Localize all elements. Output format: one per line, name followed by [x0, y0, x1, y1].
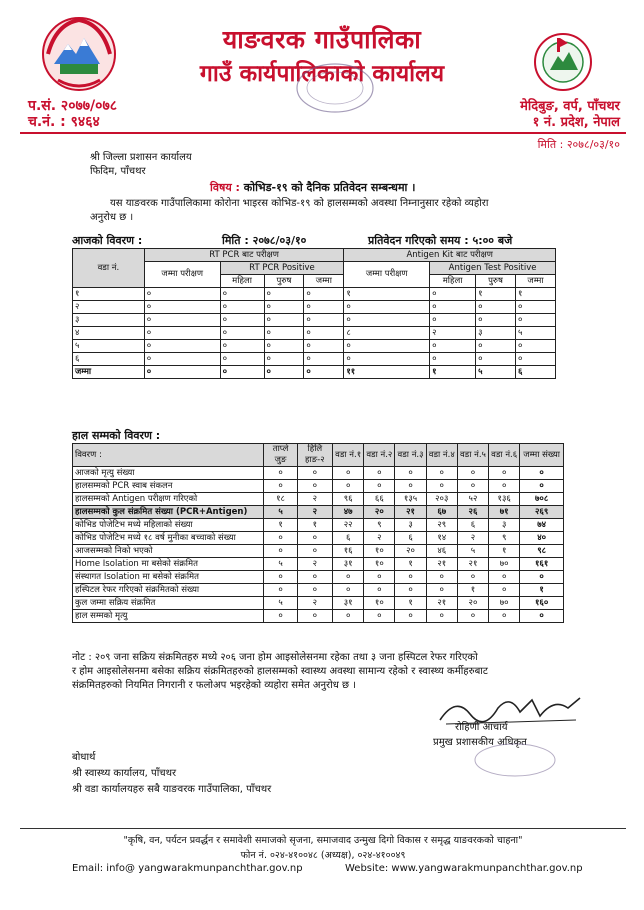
today-cell-rt_m: ० [264, 288, 304, 301]
cumulative-value-cell: १ [520, 584, 564, 597]
cumulative-value-cell: १६० [520, 597, 564, 610]
today-cell-rt_f: ० [220, 288, 264, 301]
today-cell-rt_m: ० [264, 314, 304, 327]
cumulative-value-cell: २९ [426, 519, 457, 532]
today-cell-ag_t: ० [516, 340, 556, 353]
today-cell-ag_total: ० [344, 301, 430, 314]
today-cell-rt_m: ० [264, 327, 304, 340]
today-cell-ag_t: ० [516, 353, 556, 366]
antigen-header: Antigen Kit बाट परीक्षण [344, 249, 556, 262]
cumulative-value-cell: १० [364, 545, 395, 558]
cumulative-row [73, 597, 564, 610]
cumulative-value-cell: ५२ [457, 493, 488, 506]
today-cell-rt_total: ० [144, 288, 220, 301]
cumulative-value-cell: ० [333, 584, 364, 597]
cumulative-value-cell: ० [297, 545, 332, 558]
cumulative-value-cell: ९८ [520, 545, 564, 558]
subject-label: विषय : [210, 181, 240, 194]
cumulative-row [73, 506, 564, 519]
cc-line1: श्री स्वास्थ्य कार्यालय, पाँचथर [72, 768, 177, 779]
cumulative-value-cell: २ [297, 558, 332, 571]
cumulative-value-cell: २१ [395, 506, 426, 519]
ag-male-header: पुरुष [476, 275, 516, 288]
cumulative-value-cell: १४ [426, 532, 457, 545]
cumulative-value-cell: २० [364, 506, 395, 519]
today-total-ag_m: ५ [476, 366, 516, 379]
today-cell-ward: ३ [73, 314, 145, 327]
cumulative-value-cell: २०३ [426, 493, 457, 506]
cumulative-header-cell: वडा नं.४ [426, 444, 457, 467]
cumulative-value-cell: १६ [333, 545, 364, 558]
letter-date: मिति : २०७८/०३/१० [537, 138, 620, 151]
cumulative-value-cell: ० [457, 571, 488, 584]
cumulative-value-cell: ० [395, 584, 426, 597]
cumulative-value-cell: ७० [489, 558, 520, 571]
cumulative-value-cell: १ [264, 519, 297, 532]
today-row [73, 301, 556, 314]
cumulative-value-cell: ० [520, 480, 564, 493]
note-line3: संक्रमितहरुको नियमित निगरानी र फलोअप भइरहेको व्यहोरा समेत अनुरोध छ । [72, 680, 357, 691]
today-header-row2 [73, 262, 556, 275]
cumulative-value-cell: ३ [395, 519, 426, 532]
today-cell-rt_f: ० [220, 353, 264, 366]
cumulative-value-cell: १३५ [395, 493, 426, 506]
cumulative-label-cell: संस्थागत Isolation मा बसेको संक्रमित [73, 571, 264, 584]
cumulative-label-cell: आजको मृत्यु संख्या [73, 467, 264, 480]
header-divider [20, 132, 626, 134]
nepal-emblem-icon [38, 14, 120, 94]
cumulative-value-cell: २ [297, 597, 332, 610]
today-cell-ag_t: ० [516, 314, 556, 327]
today-total-ag_total: ११ [344, 366, 430, 379]
today-cell-ag_t: ० [516, 301, 556, 314]
cumulative-value-cell: ० [297, 610, 332, 623]
cumulative-value-cell: ० [297, 480, 332, 493]
cumulative-value-cell: ० [264, 545, 297, 558]
cumulative-table [72, 443, 564, 623]
cumulative-value-cell: ० [333, 467, 364, 480]
cumulative-value-cell: २० [395, 545, 426, 558]
today-cell-rt_t: ० [304, 353, 344, 366]
cumulative-row [73, 532, 564, 545]
today-cell-ag_total: ८ [344, 327, 430, 340]
cumulative-value-cell: २१ [426, 597, 457, 610]
office-title-line2: गाउँ कार्यपालिकाको कार्यालय [199, 61, 445, 87]
today-total-ag_t: ६ [516, 366, 556, 379]
cumulative-value-cell: ० [264, 610, 297, 623]
cumulative-value-cell: ० [264, 571, 297, 584]
cumulative-value-cell: १० [364, 558, 395, 571]
subject [210, 180, 415, 195]
rt-female-header: महिला [220, 275, 264, 288]
recipient-line2: फिदिम, पाँचथर [90, 166, 146, 177]
footer-slogan: "कृषि, वन, पर्यटन प्रवर्द्धन र समावेशी समाजको सृजना, समाजवाद उन्मुख दिगो विकास र समृद्ध याङवरकको चाहना" [123, 835, 523, 846]
note-line2: र होम आइसोलेसनमा बसेका सक्रिय संक्रमितहरुको हालसम्मको स्वास्थ्य अवस्था सामान्य रहेको र स्वास्थ्य कर्मीहरुबाट [72, 666, 488, 677]
cumulative-label-cell: हस्पिटल रेफर गरिएको संक्रमितको संख्या [73, 584, 264, 597]
footer-website: Website: www.yangwarakmunpanchthar.gov.np [345, 863, 583, 874]
today-cell-ag_f: ० [430, 288, 476, 301]
today-cell-ag_total: १ [344, 288, 430, 301]
today-cell-ag_m: ३ [476, 327, 516, 340]
today-cell-rt_m: ० [264, 353, 304, 366]
cumulative-value-cell: ७०८ [520, 493, 564, 506]
cumulative-value-cell: ९ [489, 532, 520, 545]
cumulative-value-cell: ० [457, 467, 488, 480]
today-row [73, 288, 556, 301]
cumulative-value-cell: ० [264, 467, 297, 480]
cumulative-header-cell: वडा नं.५ [457, 444, 488, 467]
today-cell-ag_f: ० [430, 314, 476, 327]
today-cell-rt_m: ० [264, 301, 304, 314]
cumulative-value-cell: १ [395, 558, 426, 571]
cumulative-value-cell: ० [520, 571, 564, 584]
cumulative-value-cell: ० [297, 467, 332, 480]
cumulative-value-cell: ० [364, 571, 395, 584]
cumulative-header-cell: वडा नं.६ [489, 444, 520, 467]
rt-total-test-header: जम्मा परीक्षण [144, 262, 220, 288]
cumulative-value-cell: ० [457, 480, 488, 493]
cumulative-value-cell: ० [333, 571, 364, 584]
note-line1: नोट : २०९ जना सक्रिय संक्रमितहरु मध्ये २०६ जना होम आइसोलेसनमा रहेका तथा ३ जना हस्पिटल रेफर गरिएको [72, 652, 478, 663]
today-cell-ag_m: ० [476, 314, 516, 327]
cumulative-value-cell: ९६ [333, 493, 364, 506]
today-cell-rt_total: ० [144, 314, 220, 327]
cumulative-header-cell: विवरण : [73, 444, 264, 467]
ag-total-test-header: जम्मा परीक्षण [344, 262, 430, 288]
cumulative-value-cell: ० [395, 610, 426, 623]
cumulative-label-cell: आजसम्मको निको भएको [73, 545, 264, 558]
rtpcr-header: RT PCR बाट परीक्षण [144, 249, 344, 262]
cumulative-label-cell: कोभिड पोजेटिभ मध्ये महिलाको संख्या [73, 519, 264, 532]
cumulative-value-cell: ५ [264, 597, 297, 610]
today-cell-ag_f: ० [430, 353, 476, 366]
ag-sum-header: जम्मा [516, 275, 556, 288]
cumulative-row [73, 558, 564, 571]
cumulative-value-cell: ० [520, 610, 564, 623]
cumulative-header-cell: वडा नं.२ [364, 444, 395, 467]
today-cell-ward: ५ [73, 340, 145, 353]
today-cell-rt_t: ० [304, 314, 344, 327]
cumulative-row [73, 467, 564, 480]
report-time: प्रतिवेदन गरिएको समय : ५:०० बजे [368, 234, 513, 247]
cc-label: बोधार्थ [72, 752, 96, 763]
cumulative-value-cell: ५ [457, 545, 488, 558]
cumulative-header-cell: हिलि हाङ-२ [297, 444, 332, 467]
cumulative-value-cell: १ [297, 519, 332, 532]
today-cell-rt_t: ० [304, 327, 344, 340]
cc-line2: श्री वडा कार्यालयहरु सबै याङवरक गाउँपालिका, पाँचथर [72, 784, 272, 795]
today-cell-rt_total: ० [144, 327, 220, 340]
cumulative-value-cell: ० [297, 571, 332, 584]
cumulative-value-cell: ६ [333, 532, 364, 545]
signatory-name: रोहिणी आचार्य [455, 722, 508, 733]
today-cell-rt_f: ० [220, 327, 264, 340]
today-cell-ward: ६ [73, 353, 145, 366]
signatory-title: प्रमुख प्रशासकीय अधिकृत [433, 737, 527, 748]
office-title-line1: याङवरक गाउँपालिका [222, 25, 422, 54]
today-cell-rt_f: ० [220, 301, 264, 314]
cumulative-value-cell: २१ [426, 558, 457, 571]
cumulative-value-cell: ५ [264, 506, 297, 519]
cumulative-header-row [73, 444, 564, 467]
today-cell-rt_total: ० [144, 353, 220, 366]
today-row [73, 340, 556, 353]
cumulative-value-cell: १० [364, 597, 395, 610]
cumulative-value-cell: १ [395, 597, 426, 610]
cumulative-value-cell: ४० [520, 532, 564, 545]
cumulative-value-cell: ६ [457, 519, 488, 532]
ag-positive-header: Antigen Test Positive [430, 262, 556, 275]
today-cell-ag_total: ० [344, 314, 430, 327]
intro-line1: यस याङवरक गाउँपालिकामा कोरोना भाइरस कोभिड-१९ को हालसम्मको अवस्था निम्नानुसार रहेको व्यहोरा [110, 198, 489, 209]
cumulative-value-cell: ० [264, 532, 297, 545]
cumulative-value-cell: ० [333, 610, 364, 623]
cumulative-value-cell: २ [297, 506, 332, 519]
today-cell-ag_m: ० [476, 340, 516, 353]
cumulative-value-cell: ० [395, 467, 426, 480]
ward-header: वडा नं. [73, 249, 145, 288]
today-total-rt_m: ० [264, 366, 304, 379]
cumulative-value-cell: ० [426, 584, 457, 597]
cumulative-value-cell: ० [489, 610, 520, 623]
cumulative-value-cell: ० [364, 584, 395, 597]
cumulative-value-cell: ० [489, 467, 520, 480]
today-cell-rt_f: ० [220, 314, 264, 327]
today-cell-rt_total: ० [144, 301, 220, 314]
cumulative-value-cell: ४६ [426, 545, 457, 558]
today-cell-rt_t: ० [304, 340, 344, 353]
cumulative-value-cell: ७० [489, 597, 520, 610]
cumulative-value-cell: २२ [333, 519, 364, 532]
cumulative-value-cell: ३१ [333, 558, 364, 571]
cumulative-value-cell: ० [297, 532, 332, 545]
cumulative-value-cell: ० [520, 467, 564, 480]
cumulative-value-cell: ० [426, 571, 457, 584]
today-cell-ag_m: ० [476, 353, 516, 366]
cumulative-value-cell: ६६ [364, 493, 395, 506]
cumulative-label-cell: कुल जम्मा सक्रिय संक्रमित [73, 597, 264, 610]
cumulative-row [73, 584, 564, 597]
cumulative-value-cell: २१ [457, 558, 488, 571]
today-date: मिति : २०७८/०३/१० [222, 234, 307, 247]
today-total-ward: जम्मा [73, 366, 145, 379]
cumulative-header-cell: वडा नं.३ [395, 444, 426, 467]
dispatch-number: च.नं. : ९४६४ [28, 114, 100, 130]
cumulative-value-cell: ० [426, 480, 457, 493]
cumulative-value-cell: १ [457, 584, 488, 597]
cumulative-value-cell: ० [489, 571, 520, 584]
today-cell-ag_m: ० [476, 301, 516, 314]
cumulative-value-cell: ० [264, 584, 297, 597]
cumulative-value-cell: १६१ [520, 558, 564, 571]
intro-line2: अनुरोध छ । [90, 212, 134, 223]
rt-positive-header: RT PCR Positive [220, 262, 344, 275]
today-cell-ag_f: २ [430, 327, 476, 340]
recipient-line1: श्री जिल्ला प्रशासन कार्यालय [90, 152, 192, 163]
today-cell-ward: ४ [73, 327, 145, 340]
cumulative-value-cell: ० [395, 480, 426, 493]
today-total-rt_f: ० [220, 366, 264, 379]
subject-text: कोभिड-१९ को दैनिक प्रतिवेदन सम्बन्धमा । [243, 181, 416, 194]
cumulative-value-cell: ३ [489, 519, 520, 532]
cumulative-label-cell: हालसम्मको कुल संक्रमित संख्या (PCR+Antigen) [73, 506, 264, 519]
cumulative-value-cell: ६७ [426, 506, 457, 519]
today-total-rt_t: ० [304, 366, 344, 379]
cumulative-row [73, 545, 564, 558]
cumulative-label-cell: कोभिड पोजेटिभ मध्ये १८ वर्ष मुनीका बच्चाको संख्या [73, 532, 264, 545]
today-cell-ag_m: १ [476, 288, 516, 301]
today-cell-rt_total: ० [144, 340, 220, 353]
cumulative-value-cell: १३६ [489, 493, 520, 506]
cumulative-value-cell: ० [264, 480, 297, 493]
cumulative-row [73, 493, 564, 506]
today-row [73, 327, 556, 340]
today-total-rt_total: ० [144, 366, 220, 379]
today-cell-ag_f: ० [430, 340, 476, 353]
reference-number: प.सं. २०७७/०७८ [28, 98, 117, 114]
cumulative-value-cell: २ [457, 532, 488, 545]
today-cell-ag_t: १ [516, 288, 556, 301]
cumulative-value-cell: ० [489, 584, 520, 597]
today-cell-rt_f: ० [220, 340, 264, 353]
cumulative-value-cell: ९ [364, 519, 395, 532]
cumulative-value-cell: ७१ [489, 506, 520, 519]
cumulative-value-cell: ० [297, 584, 332, 597]
cumulative-value-cell: १ [489, 545, 520, 558]
municipality-logo-icon [522, 30, 604, 94]
today-cell-ag_total: ० [344, 340, 430, 353]
today-cell-rt_t: ० [304, 301, 344, 314]
cumulative-value-cell: ० [426, 467, 457, 480]
cumulative-value-cell: ५ [264, 558, 297, 571]
footer-divider [20, 828, 626, 829]
today-table [72, 248, 556, 379]
cumulative-value-cell: २ [297, 493, 332, 506]
address-line2: १ नं. प्रदेश, नेपाल [532, 115, 620, 130]
cumulative-heading: हाल सम्मको विवरण : [72, 429, 161, 442]
cumulative-value-cell: ० [489, 480, 520, 493]
cumulative-value-cell: ० [364, 610, 395, 623]
today-row [73, 353, 556, 366]
ag-female-header: महिला [430, 275, 476, 288]
cumulative-value-cell: ६ [395, 532, 426, 545]
office-stamp-icon [290, 60, 380, 116]
cumulative-value-cell: ० [333, 480, 364, 493]
cumulative-value-cell: ० [426, 610, 457, 623]
cumulative-value-cell: २० [457, 597, 488, 610]
rt-sum-header: जम्मा [304, 275, 344, 288]
footer-phone: फोन नं. ०२४-४१००४८ (अध्यक्ष), ०२४-४१००४९ [240, 850, 406, 861]
address-line1: मेदिबुङ, वर्प, पाँचथर [520, 99, 620, 114]
today-total-ag_f: १ [430, 366, 476, 379]
cumulative-value-cell: २६९ [520, 506, 564, 519]
cumulative-label-cell: हालसम्मको Antigen परीक्षण गरिएको [73, 493, 264, 506]
cumulative-value-cell: ० [364, 467, 395, 480]
cumulative-row [73, 480, 564, 493]
today-cell-rt_m: ० [264, 340, 304, 353]
cumulative-label-cell: हालसम्मको PCR स्वाब संकलन [73, 480, 264, 493]
cumulative-value-cell: ३१ [333, 597, 364, 610]
cumulative-label-cell: Home Isolation मा बसेको संक्रमित [73, 558, 264, 571]
cumulative-value-cell: ४७ [333, 506, 364, 519]
today-cell-rt_t: ० [304, 288, 344, 301]
cumulative-row [73, 610, 564, 623]
today-cell-ag_t: ५ [516, 327, 556, 340]
today-cell-ag_total: ० [344, 353, 430, 366]
today-header-row1 [73, 249, 556, 262]
cumulative-row [73, 571, 564, 584]
today-cell-ag_f: ० [430, 301, 476, 314]
footer-email: Email: info@ yangwarakmunpanchthar.gov.np [72, 863, 303, 874]
cumulative-row [73, 519, 564, 532]
cumulative-value-cell: २ [364, 532, 395, 545]
today-heading: आजको विवरण : [72, 234, 143, 247]
cumulative-value-cell: २६ [457, 506, 488, 519]
cumulative-value-cell: ० [364, 480, 395, 493]
today-cell-ward: २ [73, 301, 145, 314]
cumulative-header-cell: जम्मा संख्या [520, 444, 564, 467]
signatory-stamp-icon [470, 740, 560, 780]
cumulative-value-cell: ० [457, 610, 488, 623]
today-total-row [73, 366, 556, 379]
cumulative-value-cell: ७४ [520, 519, 564, 532]
cumulative-label-cell: हाल सम्मको मृत्यु [73, 610, 264, 623]
cumulative-value-cell: १८ [264, 493, 297, 506]
today-cell-ward: १ [73, 288, 145, 301]
rt-male-header: पुरुष [264, 275, 304, 288]
today-row [73, 314, 556, 327]
cumulative-value-cell: ० [395, 571, 426, 584]
cumulative-header-cell: वडा नं.१ [333, 444, 364, 467]
cumulative-header-cell: ताप्ले जुङ [264, 444, 297, 467]
